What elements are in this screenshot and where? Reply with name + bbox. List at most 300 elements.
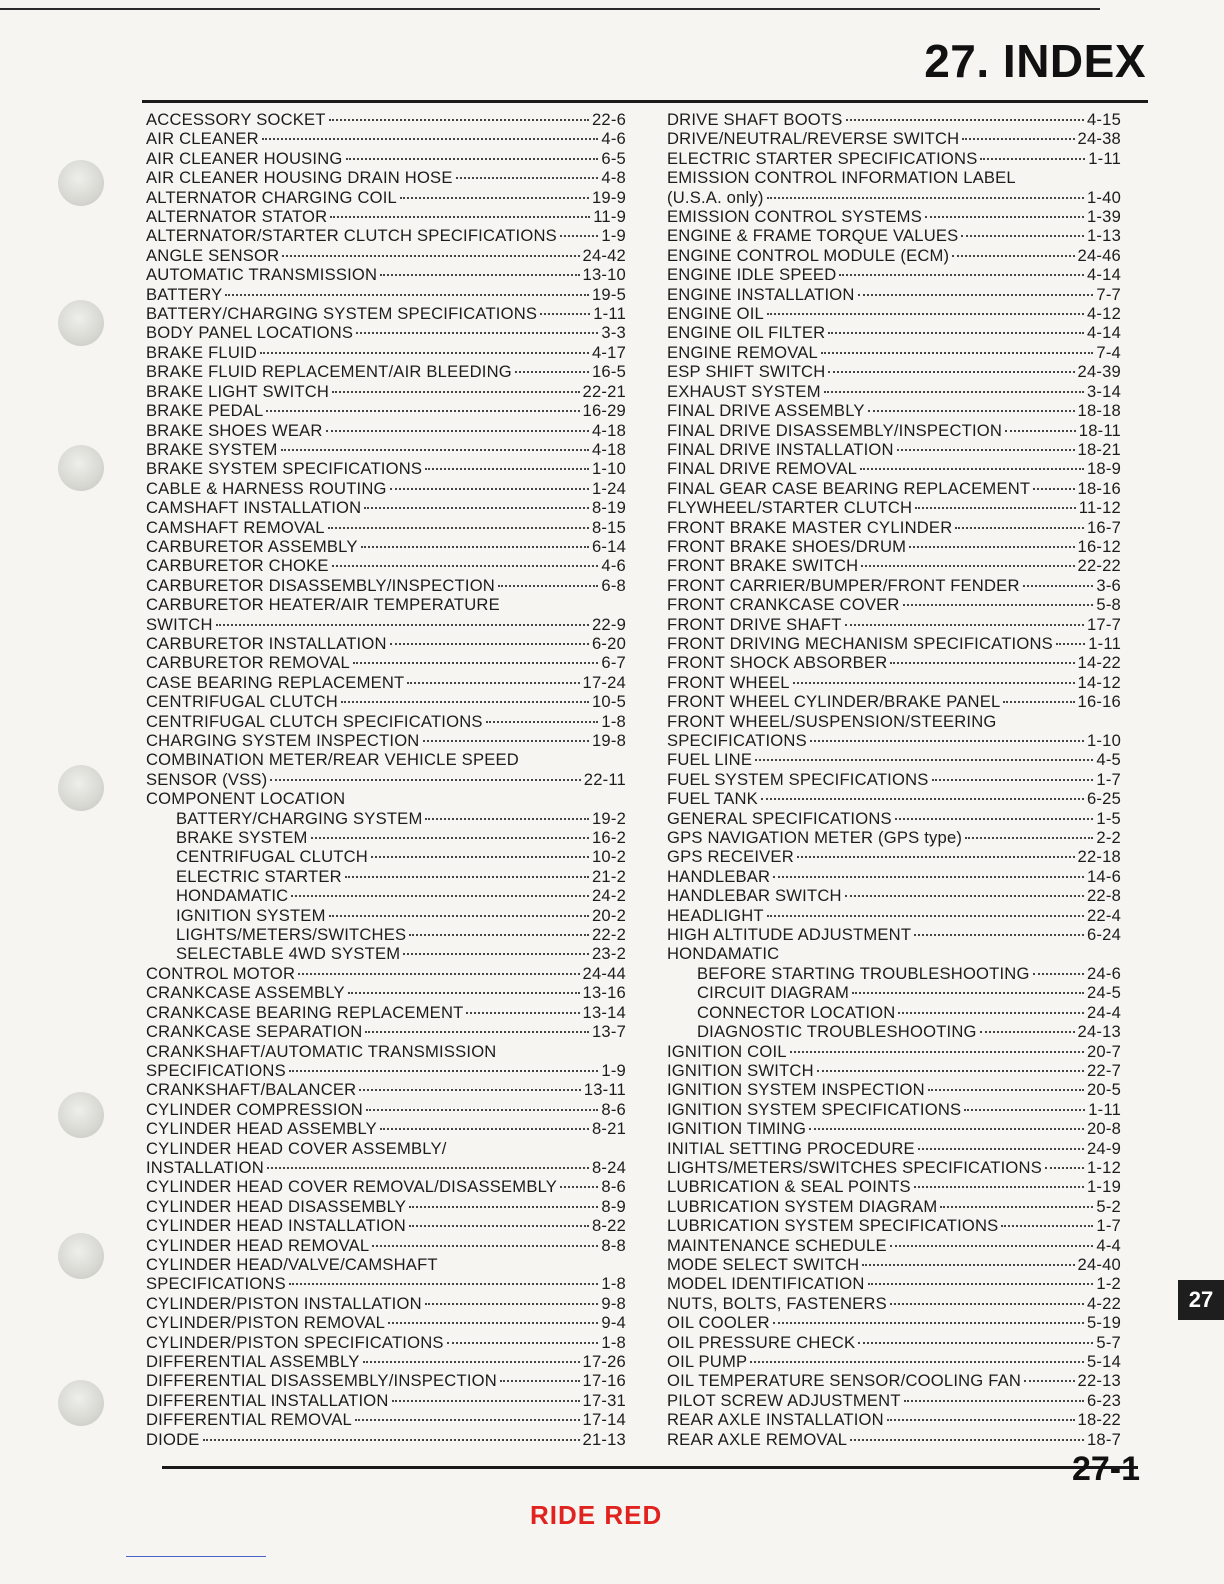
index-entry-term: FLYWHEEL/STARTER CLUTCH [667, 498, 913, 518]
index-entry-page: 1-2 [1096, 1274, 1121, 1294]
index-entry[interactable] [146, 1119, 626, 1138]
index-entry-page: 1-10 [591, 459, 626, 479]
index-entry[interactable] [667, 1236, 1121, 1255]
index-entry-term: HONDAMATIC [176, 886, 289, 906]
index-entry[interactable] [667, 459, 1121, 478]
index-entry-term: FRONT DRIVING MECHANISM SPECIFICATIONS [667, 633, 1053, 653]
dot-leader [895, 817, 1094, 820]
dot-leader [828, 331, 1084, 334]
dot-leader [952, 254, 1074, 257]
index-entry[interactable] [146, 1139, 626, 1158]
index-entry[interactable] [146, 1333, 626, 1352]
dot-leader [824, 390, 1084, 393]
index-entry[interactable] [146, 265, 626, 284]
index-entry[interactable] [146, 576, 626, 595]
index-entry-page: 18-11 [1078, 420, 1121, 440]
index-entry-term: HANDLEBAR [667, 866, 771, 886]
index-entry[interactable] [146, 1022, 626, 1041]
dot-leader [355, 1418, 580, 1421]
index-entry-term: FRONT BRAKE MASTER CYLINDER [667, 517, 953, 537]
index-entry[interactable] [667, 615, 1121, 634]
dot-leader [456, 176, 599, 179]
index-entry-term: CYLINDER HEAD ASSEMBLY [146, 1119, 377, 1139]
index-entry[interactable] [146, 673, 626, 692]
index-entry-term: HONDAMATIC [667, 944, 780, 964]
index-entry-term: CARBURETOR INSTALLATION [146, 633, 387, 653]
index-entry[interactable] [146, 1391, 626, 1410]
index-entry[interactable] [146, 692, 626, 711]
index-entry[interactable] [667, 110, 1121, 129]
binder-hole-icon [58, 765, 104, 811]
index-entry[interactable] [667, 246, 1121, 265]
index-entry[interactable] [667, 556, 1121, 575]
index-entry[interactable] [146, 1177, 626, 1196]
dot-leader [839, 273, 1084, 276]
index-entry-page: 11-12 [1078, 498, 1121, 518]
index-entry[interactable] [667, 1119, 1121, 1138]
index-entry[interactable] [146, 1371, 626, 1390]
index-entry[interactable] [146, 1061, 626, 1080]
index-entry-page: 23-2 [591, 944, 626, 964]
dot-leader [364, 506, 589, 509]
index-entry[interactable] [146, 1313, 626, 1332]
index-entry-term: CARBURETOR CHOKE [146, 556, 329, 576]
index-entry-page: 21-13 [582, 1429, 626, 1449]
dot-leader [817, 1069, 1084, 1072]
index-entry[interactable] [667, 692, 1121, 711]
index-entry[interactable] [146, 1236, 626, 1255]
index-entry[interactable] [667, 382, 1121, 401]
dot-leader [267, 1166, 589, 1169]
index-entry[interactable] [146, 323, 626, 342]
index-entry[interactable] [146, 615, 626, 634]
index-entry[interactable] [667, 188, 1121, 207]
index-entry[interactable] [146, 1003, 626, 1022]
index-entry-page: 21-2 [591, 866, 626, 886]
index-entry[interactable] [146, 1100, 626, 1119]
index-entry[interactable] [146, 828, 626, 847]
index-entry[interactable] [667, 925, 1121, 944]
index-entry-term: CYLINDER HEAD/VALVE/CAMSHAFT [146, 1254, 438, 1274]
dot-leader [1003, 700, 1074, 703]
index-entry-page: 18-16 [1077, 478, 1121, 498]
index-entry[interactable] [667, 964, 1121, 983]
index-entry-page: 13-16 [582, 983, 626, 1003]
index-entry[interactable] [667, 576, 1121, 595]
index-entry-term: COMBINATION METER/REAR VEHICLE SPEED [146, 750, 519, 770]
index-entry-page: 17-7 [1086, 614, 1121, 634]
index-entry-page: 10-2 [591, 847, 626, 867]
binder-hole-icon [58, 1380, 104, 1426]
index-entry-page: 1-11 [1088, 1099, 1121, 1119]
index-entry[interactable] [146, 906, 626, 925]
dot-leader [890, 661, 1074, 664]
index-entry-page: 1-40 [1086, 187, 1121, 207]
index-entry[interactable] [667, 634, 1121, 653]
index-entry[interactable] [667, 323, 1121, 342]
index-entry[interactable] [146, 168, 626, 187]
index-entry[interactable] [667, 906, 1121, 925]
index-entry[interactable] [667, 1371, 1121, 1390]
index-entry-page: 8-19 [591, 498, 626, 518]
index-entry-term: CRANKCASE SEPARATION [146, 1022, 363, 1042]
index-entry-page: 19-9 [591, 187, 626, 207]
index-entry-term: IGNITION TIMING [667, 1119, 807, 1139]
index-entry[interactable] [146, 188, 626, 207]
index-entry-term: HEADLIGHT [667, 905, 764, 925]
index-entry-term: CASE BEARING REPLACEMENT [146, 672, 405, 692]
index-entry[interactable] [667, 1177, 1121, 1196]
index-entry[interactable] [146, 634, 626, 653]
dot-leader [773, 875, 1084, 878]
index-entry[interactable] [146, 226, 626, 245]
index-entry[interactable] [667, 1294, 1121, 1313]
index-entry-page: 1-9 [601, 226, 626, 246]
dot-leader [965, 836, 1093, 839]
index-entry-term: BATTERY/CHARGING SYSTEM [176, 808, 423, 828]
dot-leader [332, 564, 599, 567]
index-entry[interactable] [667, 1139, 1121, 1158]
index-entry[interactable] [146, 1352, 626, 1371]
index-column-right [667, 110, 1121, 1449]
index-entry[interactable] [667, 129, 1121, 148]
index-entry[interactable] [667, 731, 1121, 750]
index-entry[interactable] [146, 421, 626, 440]
index-entry-term: BRAKE SYSTEM [146, 439, 278, 459]
dot-leader [850, 1438, 1084, 1441]
dot-leader [400, 196, 589, 199]
index-entry-page: 11-9 [593, 207, 626, 227]
bottom-link-line [126, 1556, 266, 1557]
index-entry[interactable] [146, 944, 626, 963]
index-entry-page: 1-7 [1096, 769, 1121, 789]
index-entry[interactable] [667, 653, 1121, 672]
index-entry-page: 5-19 [1086, 1313, 1121, 1333]
index-entry-page: 22-13 [1077, 1371, 1121, 1391]
index-entry[interactable] [667, 401, 1121, 420]
dot-leader [266, 409, 579, 412]
index-entry-term: FINAL DRIVE INSTALLATION [667, 439, 894, 459]
index-entry[interactable] [146, 809, 626, 828]
dot-leader [498, 584, 598, 587]
index-entry[interactable] [667, 1158, 1121, 1177]
index-entry[interactable] [667, 673, 1121, 692]
index-entry-term: FINAL DRIVE REMOVAL [667, 459, 858, 479]
index-entry[interactable] [667, 1352, 1121, 1371]
index-entry[interactable] [146, 867, 626, 886]
index-entry-term: SPECIFICATIONS [667, 731, 807, 750]
index-entry-page: 20-8 [1086, 1119, 1121, 1139]
index-entry[interactable] [667, 207, 1121, 226]
index-entry[interactable] [667, 1333, 1121, 1352]
dot-leader [898, 1011, 1084, 1014]
dot-leader [845, 894, 1084, 897]
index-entry-term: BRAKE FLUID [146, 342, 258, 362]
index-entry[interactable] [667, 518, 1121, 537]
index-entry[interactable] [146, 285, 626, 304]
index-entry[interactable] [667, 1216, 1121, 1235]
index-entry[interactable] [146, 750, 626, 769]
dot-leader [767, 914, 1084, 917]
index-entry[interactable] [667, 1100, 1121, 1119]
dot-leader [348, 991, 580, 994]
dot-leader [409, 1224, 589, 1227]
index-entry[interactable] [667, 479, 1121, 498]
index-entry[interactable] [667, 168, 1121, 187]
index-entry-term: IGNITION SYSTEM INSPECTION [667, 1080, 925, 1100]
index-entry[interactable] [667, 867, 1121, 886]
index-entry-term: FRONT WHEEL CYLINDER/BRAKE PANEL [667, 692, 1001, 712]
index-entry[interactable] [667, 1003, 1121, 1022]
index-entry[interactable] [146, 1274, 626, 1293]
index-entry-page: 19-2 [591, 808, 626, 828]
dot-leader [372, 1244, 598, 1247]
index-entry[interactable] [667, 304, 1121, 323]
index-entry[interactable] [667, 498, 1121, 517]
index-entry-term: CRANKCASE ASSEMBLY [146, 983, 345, 1003]
dot-leader [860, 467, 1084, 470]
index-entry[interactable] [146, 653, 626, 672]
index-entry[interactable] [146, 731, 626, 750]
index-entry[interactable] [146, 1255, 626, 1274]
index-entry[interactable] [667, 1430, 1121, 1449]
dot-leader [289, 1069, 599, 1072]
index-entry[interactable] [146, 1410, 626, 1429]
index-entry-page: 4-17 [591, 342, 626, 362]
dot-leader [858, 293, 1094, 296]
index-entry-term: SELECTABLE 4WD SYSTEM [176, 944, 401, 964]
index-entry[interactable] [667, 944, 1121, 963]
index-entry-page: 6-23 [1086, 1390, 1121, 1410]
index-entry-page: 5-14 [1086, 1352, 1121, 1371]
index-entry[interactable] [146, 1216, 626, 1235]
binder-hole-icon [58, 445, 104, 491]
index-entry-term: BRAKE SYSTEM SPECIFICATIONS [146, 459, 423, 479]
index-entry[interactable] [667, 421, 1121, 440]
index-entry[interactable] [667, 983, 1121, 1002]
dot-leader [790, 1050, 1084, 1053]
index-entry-page: 13-11 [583, 1080, 626, 1100]
index-entry[interactable] [667, 750, 1121, 769]
index-entry-term: MODE SELECT SWITCH [667, 1254, 860, 1274]
index-entry[interactable] [667, 1080, 1121, 1099]
index-entry-term: BATTERY [146, 284, 223, 304]
index-entry[interactable] [146, 964, 626, 983]
index-entry[interactable] [146, 1042, 626, 1061]
index-entry[interactable] [667, 828, 1121, 847]
dot-leader [423, 739, 589, 742]
index-entry[interactable] [146, 401, 626, 420]
dot-leader [291, 894, 589, 897]
index-entry-page: 1-11 [1088, 633, 1121, 653]
index-entry-term: CYLINDER HEAD DISASSEMBLY [146, 1196, 407, 1216]
index-entry[interactable] [146, 382, 626, 401]
index-entry[interactable] [146, 983, 626, 1002]
index-entry[interactable] [146, 459, 626, 478]
index-entry[interactable] [146, 1158, 626, 1177]
index-entry[interactable] [146, 1197, 626, 1216]
index-entry-page: 4-4 [1096, 1235, 1121, 1255]
index-entry[interactable] [667, 226, 1121, 245]
index-entry[interactable] [667, 343, 1121, 362]
dot-leader [380, 1127, 589, 1130]
index-entry[interactable] [146, 886, 626, 905]
dot-leader [341, 700, 589, 703]
index-entry[interactable] [146, 440, 626, 459]
index-entry-term: GPS RECEIVER [667, 847, 794, 867]
dot-leader [868, 409, 1075, 412]
dot-leader [1045, 1166, 1084, 1169]
index-entry-page: 16-5 [591, 362, 626, 382]
index-entry[interactable] [667, 1042, 1121, 1061]
index-entry-term: BODY PANEL LOCATIONS [146, 323, 354, 343]
index-entry-term: DIFFERENTIAL REMOVAL [146, 1410, 352, 1430]
index-entry[interactable] [146, 362, 626, 381]
index-entry[interactable] [667, 1313, 1121, 1332]
index-entry-term: SENSOR (VSS) [146, 769, 268, 789]
index-entry-term: CARBURETOR HEATER/AIR TEMPERATURE [146, 595, 500, 615]
index-entry[interactable] [146, 847, 626, 866]
index-entry[interactable] [667, 1255, 1121, 1274]
index-entry[interactable] [146, 1294, 626, 1313]
index-entry[interactable] [146, 207, 626, 226]
index-entry[interactable] [146, 1430, 626, 1449]
index-entry-term: FRONT SHOCK ABSORBER [667, 653, 888, 673]
index-column-left [146, 110, 626, 1449]
index-entry-page: 17-24 [582, 672, 626, 692]
index-entry-term: FRONT DRIVE SHAFT [667, 614, 842, 634]
dot-leader [1001, 1224, 1093, 1227]
index-entry[interactable] [146, 770, 626, 789]
index-entry-page: 6-25 [1086, 789, 1121, 809]
dot-leader [1056, 642, 1085, 645]
index-entry[interactable] [667, 1197, 1121, 1216]
index-entry-page: 20-5 [1086, 1080, 1121, 1100]
index-entry-page: 1-8 [601, 1332, 626, 1352]
index-entry-page: 18-22 [1077, 1410, 1121, 1430]
index-entry[interactable] [667, 1274, 1121, 1293]
index-entry[interactable] [146, 246, 626, 265]
index-entry[interactable] [146, 1080, 626, 1099]
index-entry[interactable] [146, 789, 626, 808]
index-entry[interactable] [146, 343, 626, 362]
index-entry[interactable] [667, 1391, 1121, 1410]
index-entry-term: ALTERNATOR/STARTER CLUTCH SPECIFICATIONS [146, 226, 557, 246]
index-entry-term: ANGLE SENSOR [146, 245, 280, 265]
index-entry[interactable] [667, 770, 1121, 789]
index-entry-term: OIL PRESSURE CHECK [667, 1332, 856, 1352]
footer-rule [162, 1466, 1138, 1469]
index-entry[interactable] [146, 149, 626, 168]
index-entry-term: DIAGNOSTIC TROUBLESHOOTING [697, 1022, 977, 1042]
index-entry[interactable] [146, 518, 626, 537]
dot-leader [858, 1341, 1093, 1344]
index-entry-page: 6-5 [601, 148, 626, 168]
index-entry[interactable] [667, 265, 1121, 284]
index-entry[interactable] [667, 362, 1121, 381]
index-entry-term: INITIAL SETTING PROCEDURE [667, 1138, 915, 1158]
index-entry-page: 22-2 [591, 925, 626, 945]
index-entry-term: IGNITION SYSTEM SPECIFICATIONS [667, 1099, 962, 1119]
index-entry[interactable] [146, 712, 626, 731]
index-entry-term: CONNECTOR LOCATION [697, 1002, 896, 1022]
index-entry-page: 18-9 [1086, 459, 1121, 479]
index-entry-term: PILOT SCREW ADJUSTMENT [667, 1390, 901, 1410]
index-entry-page: 1-10 [1086, 731, 1121, 750]
dot-leader [932, 778, 1094, 781]
index-entry[interactable] [667, 440, 1121, 459]
index-entry-page: 4-12 [1086, 304, 1121, 324]
dot-leader [1005, 429, 1076, 432]
index-entry-page: 14-22 [1077, 653, 1121, 673]
dot-leader [425, 467, 589, 470]
index-entry[interactable] [146, 595, 626, 614]
index-entry[interactable] [667, 149, 1121, 168]
index-entry-page: 22-11 [583, 769, 626, 789]
index-entry-term: FRONT BRAKE SHOES/DRUM [667, 536, 907, 556]
index-entry[interactable] [146, 479, 626, 498]
index-entry-term: REAR AXLE REMOVAL [667, 1429, 848, 1449]
index-entry[interactable] [667, 1410, 1121, 1429]
index-entry-page: 20-7 [1086, 1041, 1121, 1061]
index-entry-page: 8-15 [591, 517, 626, 537]
index-entry-term: EXHAUST SYSTEM [667, 381, 821, 401]
index-entry-term: GPS NAVIGATION METER (GPS type) [667, 828, 963, 848]
index-entry[interactable] [146, 556, 626, 575]
index-entry-page: 4-6 [601, 556, 626, 576]
index-entry[interactable] [146, 498, 626, 517]
dot-leader [755, 758, 1093, 761]
index-entry-term: ENGINE CONTROL MODULE (ECM) [667, 245, 950, 265]
index-entry-term: BATTERY/CHARGING SYSTEM SPECIFICATIONS [146, 304, 538, 324]
index-entry[interactable] [667, 1022, 1121, 1041]
index-entry[interactable] [667, 809, 1121, 828]
index-entry[interactable] [146, 925, 626, 944]
index-entry-term: ENGINE OIL FILTER [667, 323, 826, 343]
index-entry[interactable] [146, 304, 626, 323]
index-entry[interactable] [667, 886, 1121, 905]
dot-leader [345, 875, 589, 878]
index-entry[interactable] [146, 129, 626, 148]
index-entry-term: LUBRICATION SYSTEM DIAGRAM [667, 1196, 938, 1216]
index-entry[interactable] [667, 712, 1121, 731]
dot-leader [846, 118, 1084, 121]
index-entry-term: OIL TEMPERATURE SENSOR/COOLING FAN [667, 1371, 1022, 1391]
chapter-tab[interactable]: 27 [1178, 1280, 1224, 1320]
dot-leader [890, 1302, 1084, 1305]
index-entry-page: 6-8 [601, 575, 626, 595]
index-entry[interactable] [146, 110, 626, 129]
index-entry[interactable] [667, 1061, 1121, 1080]
index-entry[interactable] [667, 847, 1121, 866]
index-entry[interactable] [667, 537, 1121, 556]
index-entry-page: 24-42 [582, 245, 626, 265]
index-entry-page: 24-9 [1086, 1138, 1121, 1158]
index-entry[interactable] [667, 285, 1121, 304]
index-entry[interactable] [146, 537, 626, 556]
dot-leader [904, 1399, 1084, 1402]
index-entry[interactable] [667, 595, 1121, 614]
index-entry-page: 4-18 [591, 439, 626, 459]
index-entry-term: LIGHTS/METERS/SWITCHES [176, 925, 407, 945]
brand-logo: RIDE RED [530, 1500, 663, 1530]
index-entry-term: CYLINDER HEAD INSTALLATION [146, 1216, 406, 1236]
index-entry-term: LUBRICATION SYSTEM SPECIFICATIONS [667, 1216, 999, 1236]
dot-leader [914, 1185, 1084, 1188]
dot-leader [365, 1030, 589, 1033]
index-entry-term: ACCESSORY SOCKET [146, 110, 326, 129]
index-entry[interactable] [667, 789, 1121, 808]
